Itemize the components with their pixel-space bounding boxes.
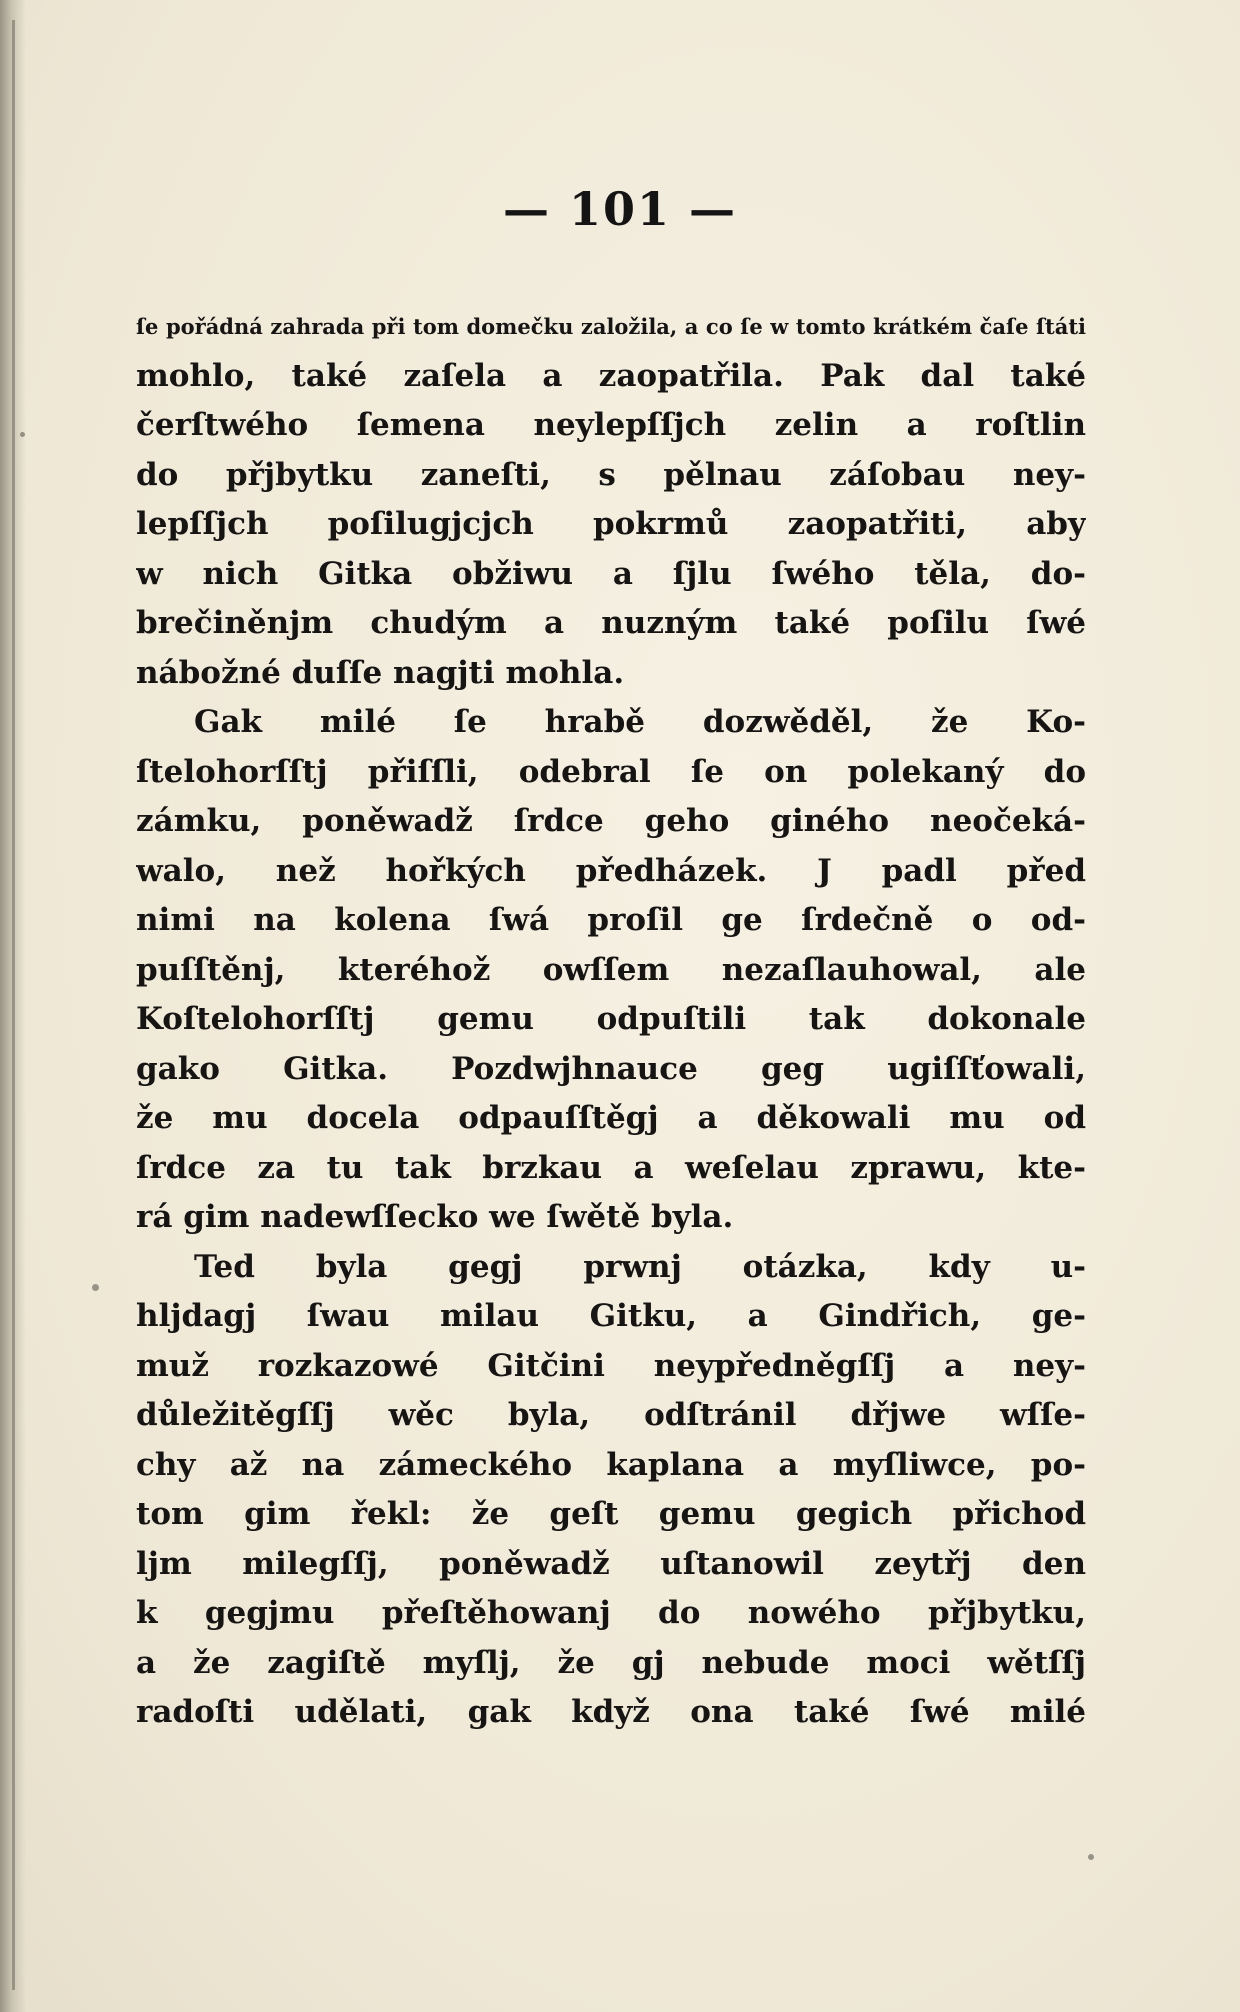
text-line: chy až na zámeckého kaplana a myſliwce, po- — [136, 1446, 1086, 1483]
text-line: ſe pořádná zahrada při tom domečku založila, a co ſe w tomto krátkém čaſe ſtáti — [136, 314, 1086, 339]
text-line: Koſtelohorſſtj gemu odpuſtili tak dokonale — [136, 1001, 1086, 1037]
text-line: že mu docela odpauſſtěgj a děkowali mu od — [136, 1100, 1086, 1136]
text-line: nimi na kolena ſwá proſil ge ſrdečně o od- — [136, 902, 1086, 938]
text-line: mohlo, také zaſela a zaopatřila. Pak dal také — [136, 357, 1086, 394]
text-line: rá gim nadewſſecko we ſwětě byla. — [136, 1199, 734, 1235]
text-line: Ted byla gegj prwnj otázka, kdy u- — [194, 1248, 1086, 1285]
text-line: radoſti udělati, gak když ona také ſwé milé — [136, 1694, 1086, 1730]
text-line: muž rozkazowé Gitčini neypředněgſſj a ney- — [136, 1347, 1086, 1384]
text-line: Gak milé ſe hrabě dozwěděl, že Ko- — [194, 704, 1086, 740]
text-line: k gegjmu přeſtěhowanj do nowého přjbytku, — [136, 1595, 1086, 1631]
text-line: w nich Gitka obžiwu a ſjlu ſwého těla, do- — [136, 555, 1086, 592]
text-line: zámku, poněwadž ſrdce geho giného neočeká- — [136, 803, 1086, 839]
page-number: — 101 — — [502, 182, 738, 236]
text-line: gako Gitka. Pozdwjhnauce geg ugiſſťowali, — [136, 1050, 1086, 1087]
text-line: walo, než hořkých předházek. J padl před — [136, 852, 1086, 889]
page-binding-edge — [12, 20, 15, 1990]
text-line: brečiněnjm chudým a nuzným také poſilu ſwé — [136, 605, 1086, 641]
text-line: čerſtwého ſemena neylepſſjch zelin a roſtlin — [136, 407, 1086, 443]
text-line: důležitěgſſj wěc byla, odſtránil dřjwe wſſe- — [136, 1397, 1086, 1433]
paper-speck — [92, 1284, 99, 1291]
text-line: tom gim řekl: že geſt gemu gegich přichod — [136, 1496, 1086, 1532]
text-line: a že zagiſtě myſlj, že gj nebude moci wětſſj — [136, 1644, 1086, 1681]
text-line: nábožné duſſe nagjti mohla. — [136, 654, 625, 691]
text-line: hljdagj ſwau milau Gitku, a Gindřich, ge- — [136, 1298, 1086, 1334]
text-line: puſſtěnj, kteréhož owſſem nezaſlauhowal, ale — [136, 951, 1086, 988]
text-line: lepſſjch poſilugjcjch pokrmů zaopatřiti, aby — [136, 506, 1086, 542]
text-line: do přjbytku zaneſti, s pělnau záſobau ney- — [136, 456, 1086, 493]
text-line: ſrdce za tu tak brzkau a weſelau zprawu, kte- — [136, 1149, 1086, 1186]
text-line: ſtelohorſſtj přiſſli, odebral ſe on polekaný do — [136, 753, 1086, 790]
text-line: ljm milegſſj, poněwadž uſtanowil zeytřj den — [136, 1545, 1086, 1582]
paper-speck — [1088, 1854, 1094, 1860]
body-text — [136, 302, 1086, 1738]
paper-speck — [20, 432, 25, 437]
